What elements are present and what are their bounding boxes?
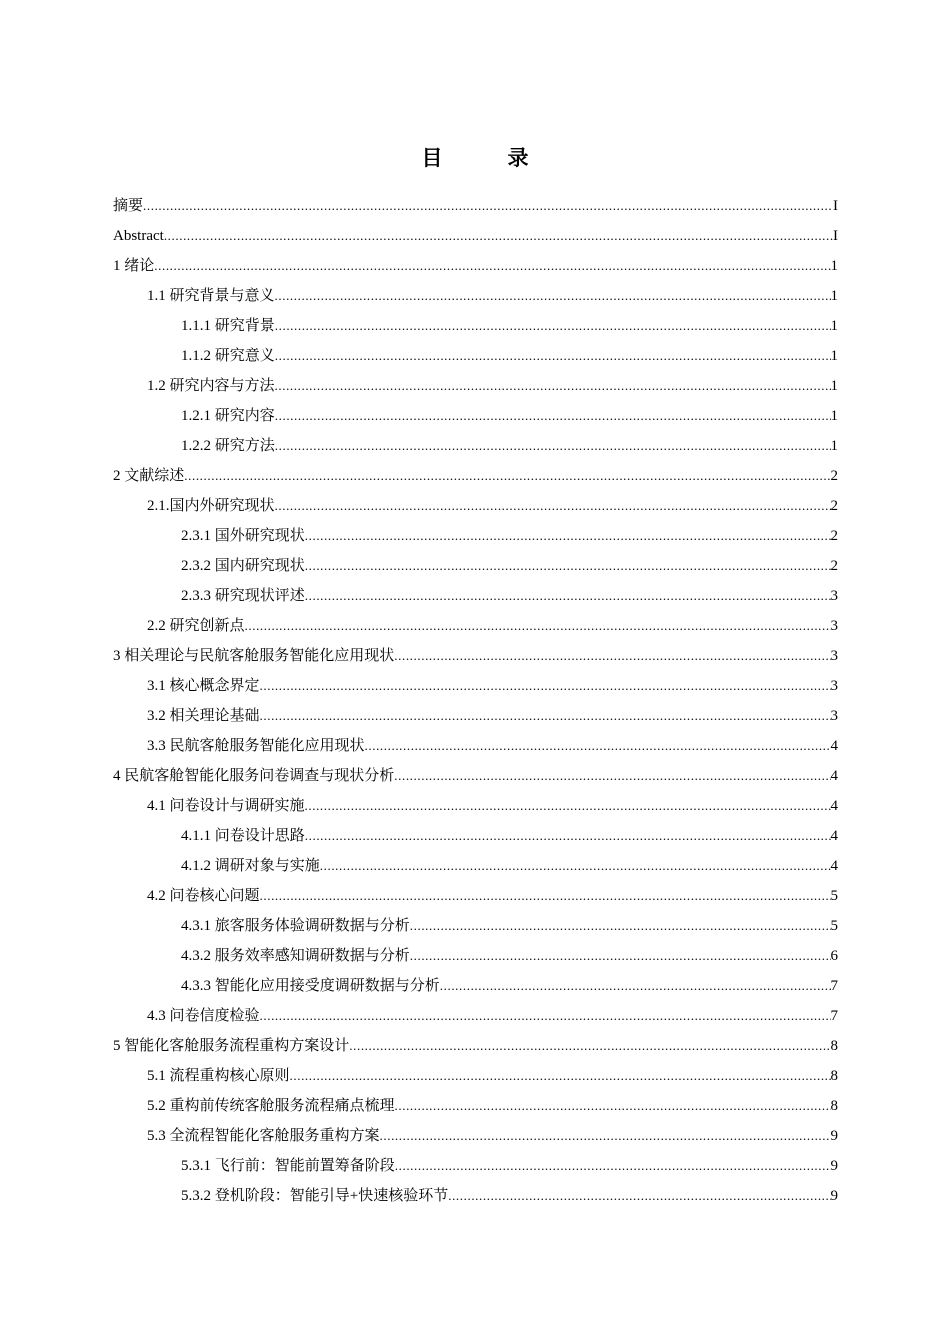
dot-leader <box>305 821 831 851</box>
toc-entry-title: 1.2.2 研究方法 <box>181 438 275 454</box>
toc-entry-page-number: 7 <box>830 1008 838 1024</box>
toc-entry-title: 4.3.3 智能化应用接受度调研数据与分析 <box>181 978 440 994</box>
toc-entry[interactable] <box>113 1031 838 1061</box>
toc-entry[interactable] <box>113 491 838 521</box>
toc-entry-page-number: 4 <box>830 768 838 784</box>
dot-leader <box>305 791 831 821</box>
toc-entry[interactable] <box>113 641 838 671</box>
toc-entry-page-number: 1 <box>830 378 838 394</box>
toc-entry[interactable] <box>113 221 838 251</box>
dot-leader <box>260 701 831 731</box>
toc-entry-page-number: 9 <box>830 1128 838 1144</box>
dot-leader <box>260 1001 831 1031</box>
toc-entry[interactable] <box>113 1001 838 1031</box>
toc-entry-title: 4.1 问卷设计与调研实施 <box>147 798 305 814</box>
toc-entry[interactable] <box>113 1091 838 1121</box>
dot-leader <box>184 461 830 491</box>
toc-entry[interactable] <box>113 551 838 581</box>
toc-entry-title: 2.3.2 国内研究现状 <box>181 558 305 574</box>
toc-entry-title: 3.2 相关理论基础 <box>147 708 260 724</box>
dot-leader <box>305 521 831 551</box>
toc-entry-page-number: 1 <box>830 258 838 274</box>
toc-entry-title: 4.3.2 服务效率感知调研数据与分析 <box>181 948 410 964</box>
dot-leader <box>448 1181 830 1211</box>
toc-entry[interactable] <box>113 191 838 221</box>
toc-entry-page-number: 9 <box>830 1188 838 1204</box>
toc-entry[interactable] <box>113 581 838 611</box>
toc-entry-title: 3 相关理论与民航客舱服务智能化应用现状 <box>113 648 395 664</box>
dot-leader <box>260 881 831 911</box>
toc-entry-page-number: 1 <box>830 438 838 454</box>
toc-entry-title: 5.1 流程重构核心原则 <box>147 1068 290 1084</box>
toc-entry-title: 4.1.1 问卷设计思路 <box>181 828 305 844</box>
dot-leader <box>394 641 830 671</box>
toc-entry[interactable] <box>113 911 838 941</box>
toc-entry-page-number: I <box>833 198 838 214</box>
toc-entry[interactable] <box>113 971 838 1001</box>
toc-entry-page-number: 2 <box>830 558 838 574</box>
toc-entry-title: 1.1 研究背景与意义 <box>147 288 275 304</box>
toc-entry[interactable] <box>113 401 838 431</box>
toc-entry-page-number: 4 <box>830 798 838 814</box>
toc-entry-title: 2 文献综述 <box>113 468 185 484</box>
toc-entry-title: 4.3.1 旅客服务体验调研数据与分析 <box>181 918 410 934</box>
toc-entry-page-number: 3 <box>830 648 838 664</box>
dot-leader <box>275 401 831 431</box>
toc-entry[interactable] <box>113 431 838 461</box>
dot-leader <box>164 221 833 251</box>
toc-entry[interactable] <box>113 1151 838 1181</box>
toc-entry-page-number: 9 <box>830 1158 838 1174</box>
dot-leader <box>154 251 830 281</box>
toc-entry[interactable] <box>113 731 838 761</box>
toc-entry-title: 3.3 民航客舱服务智能化应用现状 <box>147 738 365 754</box>
toc-entry-page-number: 8 <box>830 1068 838 1084</box>
toc-entry[interactable] <box>113 791 838 821</box>
toc-entry-page-number: 2 <box>830 468 838 484</box>
toc-entry-title: 5.3.1 飞行前：智能前置筹备阶段 <box>181 1158 395 1174</box>
toc-entry-title: 1.2.1 研究内容 <box>181 408 275 424</box>
toc-entry[interactable] <box>113 521 838 551</box>
toc-entry[interactable] <box>113 461 838 491</box>
toc-entry-page-number: 3 <box>830 678 838 694</box>
toc-entry[interactable] <box>113 941 838 971</box>
dot-leader <box>410 911 831 941</box>
toc-entry-page-number: 5 <box>830 918 838 934</box>
toc-entry[interactable] <box>113 341 838 371</box>
toc-entry-page-number: 1 <box>830 288 838 304</box>
toc-entry-page-number: 8 <box>830 1038 838 1054</box>
toc-entry-title: 4 民航客舱智能化服务问卷调查与现状分析 <box>113 768 395 784</box>
toc-entry-page-number: 4 <box>830 738 838 754</box>
dot-leader <box>440 971 831 1001</box>
dot-leader <box>394 761 830 791</box>
toc-entry-title: Abstract <box>113 228 164 244</box>
toc-entry[interactable] <box>113 1061 838 1091</box>
toc-entry[interactable] <box>113 1181 838 1211</box>
toc-entry-title: 2.3.3 研究现状评述 <box>181 588 305 604</box>
toc-entry[interactable] <box>113 251 838 281</box>
dot-leader <box>275 281 831 311</box>
dot-leader <box>260 671 831 701</box>
toc-entry[interactable] <box>113 1121 838 1151</box>
toc-entry-title: 1 绪论 <box>113 258 155 274</box>
toc-entry-page-number: 2 <box>830 528 838 544</box>
dot-leader <box>305 581 831 611</box>
toc-entry[interactable] <box>113 311 838 341</box>
toc-entry-page-number: 2 <box>830 498 838 514</box>
toc-entry[interactable] <box>113 671 838 701</box>
dot-leader <box>395 1091 831 1121</box>
toc-entry-title: 2.3.1 国外研究现状 <box>181 528 305 544</box>
toc-entry[interactable] <box>113 611 838 641</box>
toc-entry-title: 2.1.国内外研究现状 <box>147 498 275 514</box>
table-of-contents <box>113 191 838 1211</box>
toc-entry-page-number: 6 <box>830 948 838 964</box>
toc-entry[interactable] <box>113 881 838 911</box>
dot-leader <box>305 551 831 581</box>
toc-entry-title: 2.2 研究创新点 <box>147 618 245 634</box>
toc-entry-title: 5.3.2 登机阶段：智能引导+快速核验环节 <box>181 1188 449 1204</box>
dot-leader <box>275 491 831 521</box>
dot-leader <box>320 851 831 881</box>
toc-entry-title: 1.1.1 研究背景 <box>181 318 275 334</box>
toc-entry-title: 4.1.2 调研对象与实施 <box>181 858 320 874</box>
toc-entry-title: 4.3 问卷信度检验 <box>147 1008 260 1024</box>
dot-leader <box>380 1121 831 1151</box>
toc-entry-title: 5.2 重构前传统客舱服务流程痛点梳理 <box>147 1098 395 1114</box>
toc-entry[interactable] <box>113 851 838 881</box>
toc-entry-title: 1.2 研究内容与方法 <box>147 378 275 394</box>
dot-leader <box>349 1031 830 1061</box>
toc-entry-title: 5 智能化客舱服务流程重构方案设计 <box>113 1038 350 1054</box>
dot-leader <box>275 431 831 461</box>
toc-entry-title: 4.2 问卷核心问题 <box>147 888 260 904</box>
toc-entry[interactable] <box>113 371 838 401</box>
toc-entry-page-number: 4 <box>830 828 838 844</box>
toc-entry-page-number: 3 <box>830 588 838 604</box>
toc-entry-page-number: 5 <box>830 888 838 904</box>
toc-entry[interactable] <box>113 281 838 311</box>
toc-entry-page-number: 4 <box>830 858 838 874</box>
toc-entry-page-number: I <box>833 228 838 244</box>
dot-leader <box>275 311 831 341</box>
dot-leader <box>275 341 831 371</box>
dot-leader <box>365 731 831 761</box>
page-title: 目 录 <box>421 146 551 171</box>
toc-entry[interactable] <box>113 701 838 731</box>
toc-entry-title: 1.1.2 研究意义 <box>181 348 275 364</box>
dot-leader <box>143 191 833 221</box>
dot-leader <box>410 941 831 971</box>
toc-entry-page-number: 7 <box>830 978 838 994</box>
dot-leader <box>395 1151 831 1181</box>
dot-leader <box>275 371 831 401</box>
dot-leader <box>245 611 831 641</box>
toc-entry-page-number: 1 <box>830 348 838 364</box>
toc-entry-title: 3.1 核心概念界定 <box>147 678 260 694</box>
toc-entry-page-number: 3 <box>830 618 838 634</box>
toc-entry-title: 摘要 <box>113 198 144 214</box>
toc-entry[interactable] <box>113 821 838 851</box>
toc-entry-title: 5.3 全流程智能化客舱服务重构方案 <box>147 1128 380 1144</box>
toc-entry-page-number: 8 <box>830 1098 838 1114</box>
toc-entry[interactable] <box>113 761 838 791</box>
toc-entry-page-number: 1 <box>830 318 838 334</box>
toc-entry-page-number: 3 <box>830 708 838 724</box>
toc-entry-page-number: 1 <box>830 408 838 424</box>
dot-leader <box>290 1061 831 1091</box>
